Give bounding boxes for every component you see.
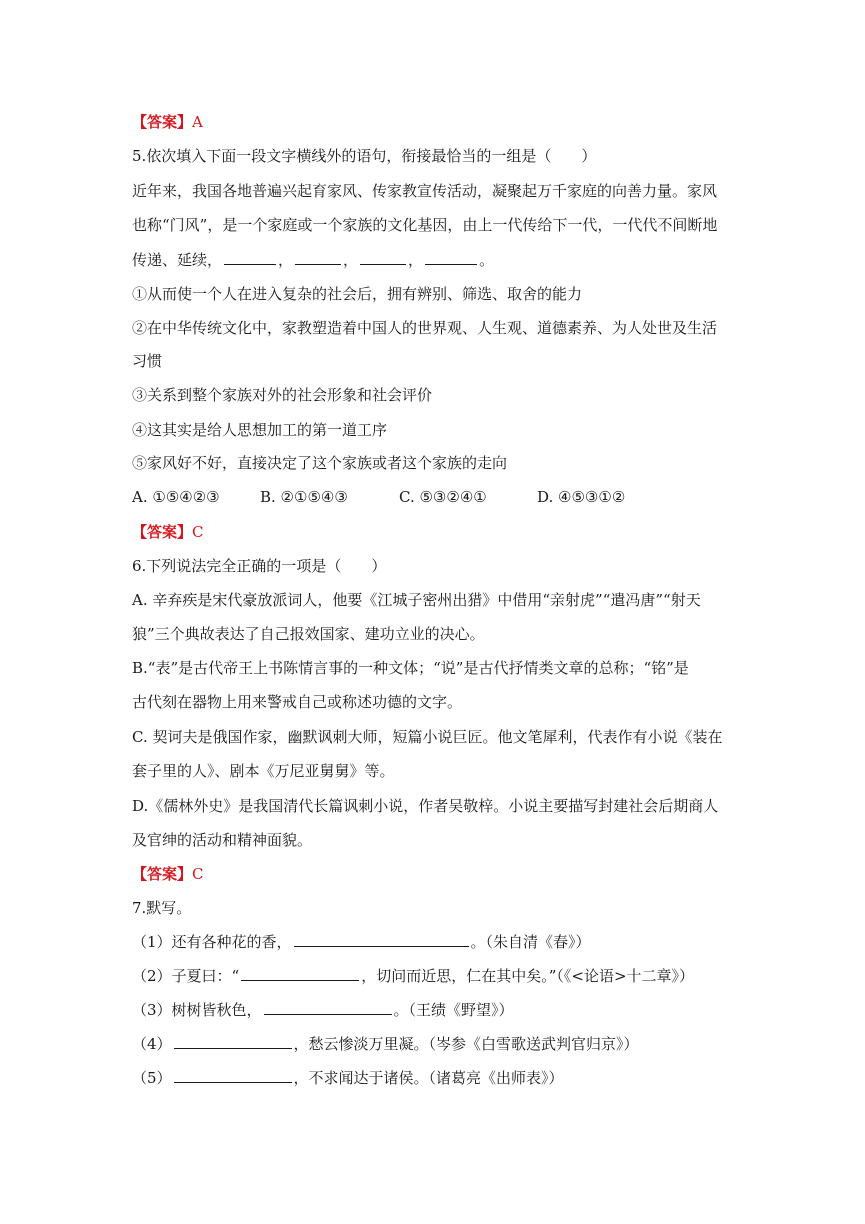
q5-end: 。 bbox=[479, 251, 495, 269]
fill-blank[interactable] bbox=[174, 1068, 292, 1083]
q7-s1-suffix: 。（朱自清《春》） bbox=[470, 933, 591, 951]
q5-sep: ， bbox=[278, 251, 294, 269]
q7-s5-prefix: （5） bbox=[132, 1069, 172, 1087]
q7-sentence-3 bbox=[132, 1000, 737, 1020]
q7-sentence-4 bbox=[132, 1034, 737, 1054]
fill-blank[interactable] bbox=[174, 1034, 292, 1049]
q7-s2-suffix: ，切问而近思，仁在其中矣。”（《<论语>十二章》） bbox=[361, 967, 695, 985]
q6-option-a-line-2: 狼”三个典故表达了自己报效国家、建功立业的决心。 bbox=[132, 625, 485, 643]
q5-item-1: ①从而使一个人在进入复杂的社会后，拥有辨别、筛选、取舍的能力 bbox=[132, 285, 583, 303]
q6-option-d-line-2: 及官绅的活动和精神面貌。 bbox=[132, 831, 313, 849]
option-b[interactable]: B. ②①⑤④③ bbox=[260, 488, 348, 506]
q5-item-2-line-2: 习惯 bbox=[132, 352, 163, 370]
q5-paragraph-line-2: 也称“门风”，是一个家庭或一个家族的文化基因，由上一代传给下一代，一代代不间断地 bbox=[132, 216, 718, 234]
q7-s1-prefix: （1）还有各种花的香， bbox=[132, 933, 292, 951]
q5-paragraph-line-1: 近年来，我国各地普遍兴起育家风、传家教宣传活动，凝聚起万千家庭的向善力量。家风 bbox=[132, 182, 718, 200]
answer-tag: 【答案】 bbox=[132, 865, 193, 883]
answer-tag: 【答案】 bbox=[132, 113, 193, 131]
q5-item-4: ④这其实是给人思想加工的第一道工序 bbox=[132, 421, 388, 439]
fill-blank[interactable] bbox=[425, 250, 477, 265]
q7-s3-prefix: （3）树树皆秋色， bbox=[132, 1001, 262, 1019]
fill-blank[interactable] bbox=[241, 966, 359, 981]
q7-s3-suffix: 。（王绩《野望》） bbox=[393, 1001, 514, 1019]
fill-blank[interactable] bbox=[360, 250, 406, 265]
q6-option-d-line-1: D.《儒林外史》是我国清代长篇讽刺小说，作者吴敬梓。小说主要描写封建社会后期商人 bbox=[132, 797, 719, 815]
q7-sentence-2 bbox=[132, 966, 737, 986]
question-6-stem: 6.下列说法完全正确的一项是（ ） bbox=[132, 557, 387, 575]
q5-item-3: ③关系到整个家族对外的社会形象和社会评价 bbox=[132, 386, 433, 404]
q6-option-b-line-1: B.“表”是古代帝王上书陈情言事的一种文体；“说”是古代抒情类文章的总称；“铭”是 bbox=[132, 659, 689, 677]
q5-para-prefix: 传递、延续， bbox=[132, 251, 223, 269]
answer-line-q6 bbox=[132, 864, 737, 884]
q7-s4-prefix: （4） bbox=[132, 1035, 172, 1053]
q7-s2-prefix: （2）子夏曰：“ bbox=[132, 967, 240, 985]
answer-value: C bbox=[192, 523, 204, 541]
q7-sentence-5 bbox=[132, 1068, 737, 1088]
fill-blank[interactable] bbox=[264, 1000, 392, 1015]
q6-option-a-line-1: A. 辛弃疾是宋代豪放派词人，他要《江城子密州出猎》中借用“亲射虎”“遣冯唐”“射天 bbox=[132, 591, 701, 609]
fill-blank[interactable] bbox=[294, 932, 469, 947]
q5-item-2-line-1: ②在中华传统文化中，家教塑造着中国人的世界观、人生观、道德素养、为人处世及生活 bbox=[132, 319, 718, 337]
q5-sep: ， bbox=[408, 251, 424, 269]
q5-sep: ， bbox=[343, 251, 359, 269]
answer-tag: 【答案】 bbox=[132, 523, 193, 541]
option-a[interactable]: A. ①⑤④②③ bbox=[132, 488, 220, 506]
q6-option-c-line-1: C. 契诃夫是俄国作家，幽默讽刺大师，短篇小说巨匠。他文笔犀利，代表作有小说《装在 bbox=[132, 728, 723, 746]
question-7-stem: 7.默写。 bbox=[132, 899, 192, 917]
answer-value: A bbox=[192, 113, 203, 131]
q7-s5-suffix: ，不求闻达于诸侯。（诸葛亮《出师表》） bbox=[293, 1069, 564, 1087]
q5-options bbox=[132, 487, 737, 507]
q7-s4-suffix: ，愁云惨淡万里凝。（岑参《白雪歌送武判官归京》） bbox=[293, 1035, 639, 1053]
fill-blank[interactable] bbox=[295, 250, 341, 265]
option-c[interactable]: C. ⑤③②④① bbox=[399, 488, 487, 506]
question-5-stem: 5.依次填入下面一段文字横线外的语句，衔接最恰当的一组是（ ） bbox=[132, 147, 597, 165]
answer-value: C bbox=[192, 865, 204, 883]
q5-paragraph-line-3 bbox=[132, 250, 737, 270]
q5-item-5: ⑤家风好不好，直接决定了这个家族或者这个家族的走向 bbox=[132, 454, 508, 472]
q7-sentence-1 bbox=[132, 932, 737, 952]
q6-option-c-line-2: 套子里的人》、剧本《万尼亚舅舅》等。 bbox=[132, 762, 395, 780]
fill-blank[interactable] bbox=[224, 250, 276, 265]
q6-option-b-line-2: 古代刻在器物上用来警戒自己或称述功德的文字。 bbox=[132, 693, 463, 711]
answer-line-q5 bbox=[132, 522, 737, 542]
option-d[interactable]: D. ④⑤③①② bbox=[537, 488, 626, 506]
answer-line-q4 bbox=[132, 112, 737, 132]
